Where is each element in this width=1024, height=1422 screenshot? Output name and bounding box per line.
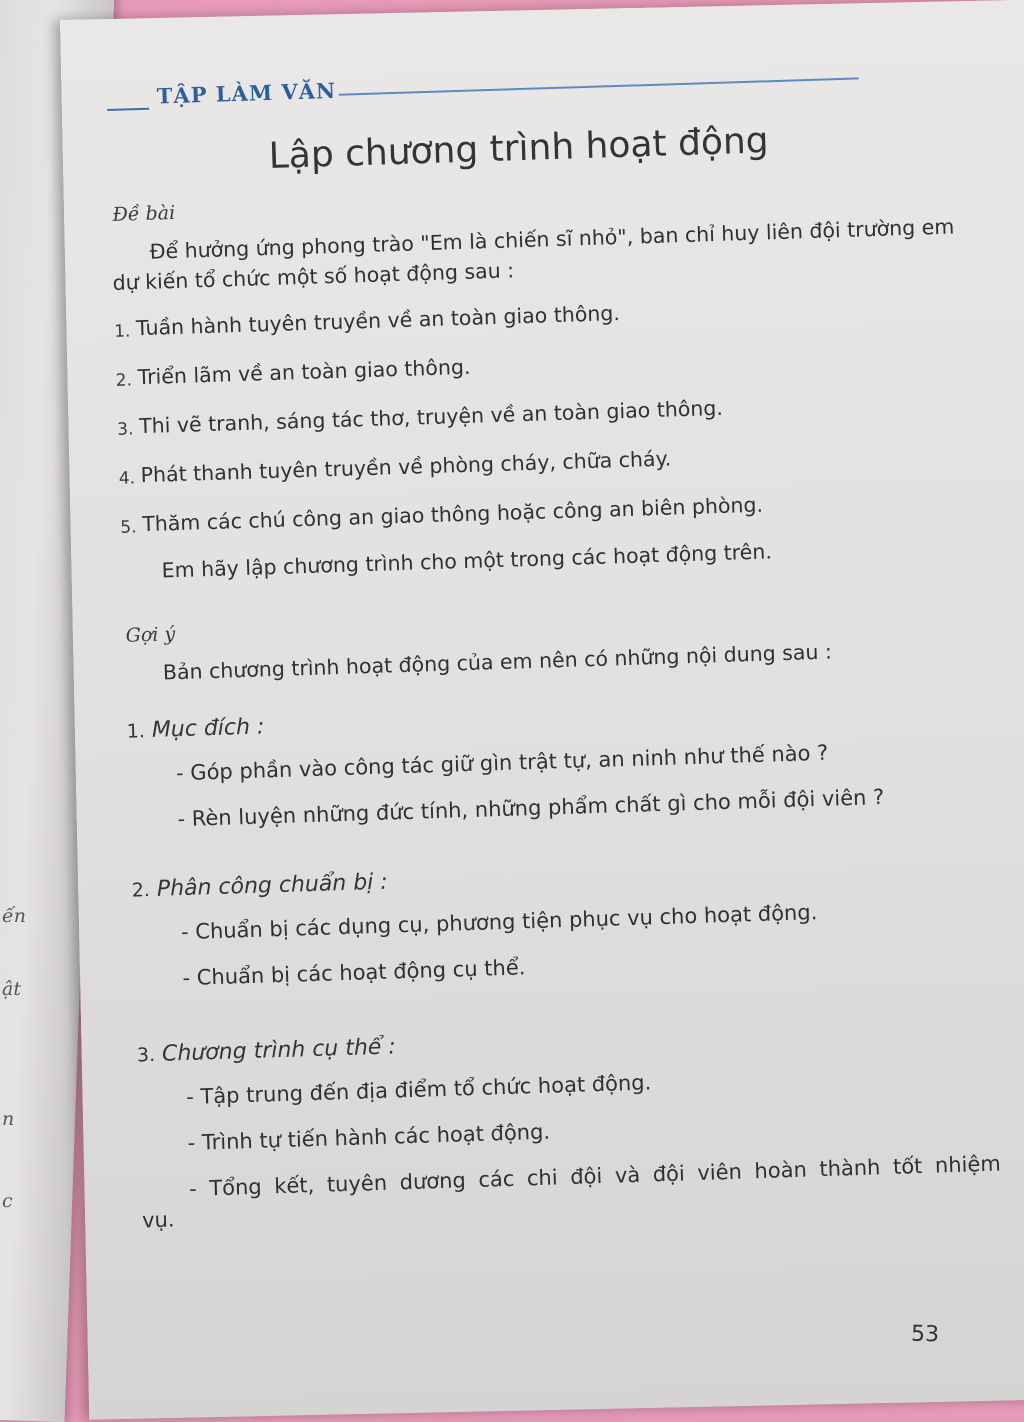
bullet-item: - Rèn luyện những đức tính, những phẩm chất gì cho mỗi đội viên ?: [177, 784, 885, 832]
left-page-fragment: ến: [2, 905, 26, 927]
page-content: [106, 52, 1002, 1235]
header-lead-line: [107, 108, 149, 111]
activity-item: [115, 336, 976, 396]
section-heading-number: 2.: [131, 879, 151, 902]
activity-item: [118, 434, 979, 494]
activity-text: Triển lãm về an toàn giao thông.: [137, 354, 471, 390]
activity-item: [117, 385, 978, 445]
bullet-item: - Góp phần vào công tác giữ gìn trật tự, an ninh như thế nào ?: [175, 740, 829, 786]
activity-number: 4.: [118, 468, 136, 489]
bullet-item: - Chuẩn bị các dụng cụ, phương tiện phục vụ cho hoạt động.: [180, 900, 818, 945]
header-rule: [339, 77, 859, 95]
activity-text: Thi vẽ tranh, sáng tác thơ, truyện về an toàn giao thông.: [138, 395, 724, 439]
de-bai-label: Đề bài: [112, 201, 176, 226]
left-page-fragment: c: [2, 1190, 13, 1212]
book-page: [60, 0, 1024, 1420]
de-bai-intro: Để hưởng ứng phong trào "Em là chiến sĩ nhỏ", ban chỉ huy liên đội trường em dự kiến tổ chức một số hoạt động sau :: [112, 214, 955, 295]
activity-item: [114, 287, 975, 347]
section-heading-text: Chương trình cụ thể :: [161, 1034, 397, 1067]
de-bai-task: Em hãy lập chương trình cho một trong các hoạt động trên.: [161, 539, 773, 583]
left-page-fragment: n: [2, 1108, 15, 1130]
section-heading-number: 3.: [136, 1043, 156, 1067]
section-title: TẬP LÀM VĂN: [156, 77, 337, 109]
goi-y-label: Gợi ý: [125, 623, 176, 647]
section-heading-number: 1.: [126, 720, 146, 743]
activity-text: Thăm các chú công an giao thông hoặc công an biên phòng.: [141, 492, 764, 537]
activity-number: 2.: [115, 370, 133, 391]
bullet-item: - Chuẩn bị các hoạt động cụ thể.: [182, 955, 526, 991]
activity-text: Tuần hành tuyên truyền về an toàn giao thông.: [135, 301, 621, 341]
page-number: 53: [910, 1321, 940, 1348]
activity-text: Phát thanh tuyên truyền về phòng cháy, chữa cháy.: [140, 446, 672, 488]
bullet-item: - Trình tự tiến hành các hoạt động.: [187, 1119, 551, 1156]
goi-y-intro: Bản chương trình hoạt động của em nên có những nội dung sau :: [162, 639, 833, 685]
bullet-item: - Tổng kết, tuyên dương các chi đội và đội viên hoàn thành tốt nhiệm vụ.: [141, 1151, 1002, 1233]
section-heading-text: Mục đích :: [151, 714, 265, 743]
activity-number: 3.: [116, 419, 134, 440]
lesson-title: Lập chương trình hoạt động: [268, 120, 770, 177]
bullet-item: - Tập trung đến địa điểm tổ chức hoạt động.: [185, 1070, 652, 1110]
section-heading-text: Phân công chuẩn bị :: [156, 869, 389, 902]
activity-number: 5.: [120, 517, 137, 538]
section-header: [106, 52, 967, 119]
left-page-fragment: ật: [2, 978, 21, 1000]
activity-number: 1.: [113, 321, 131, 342]
